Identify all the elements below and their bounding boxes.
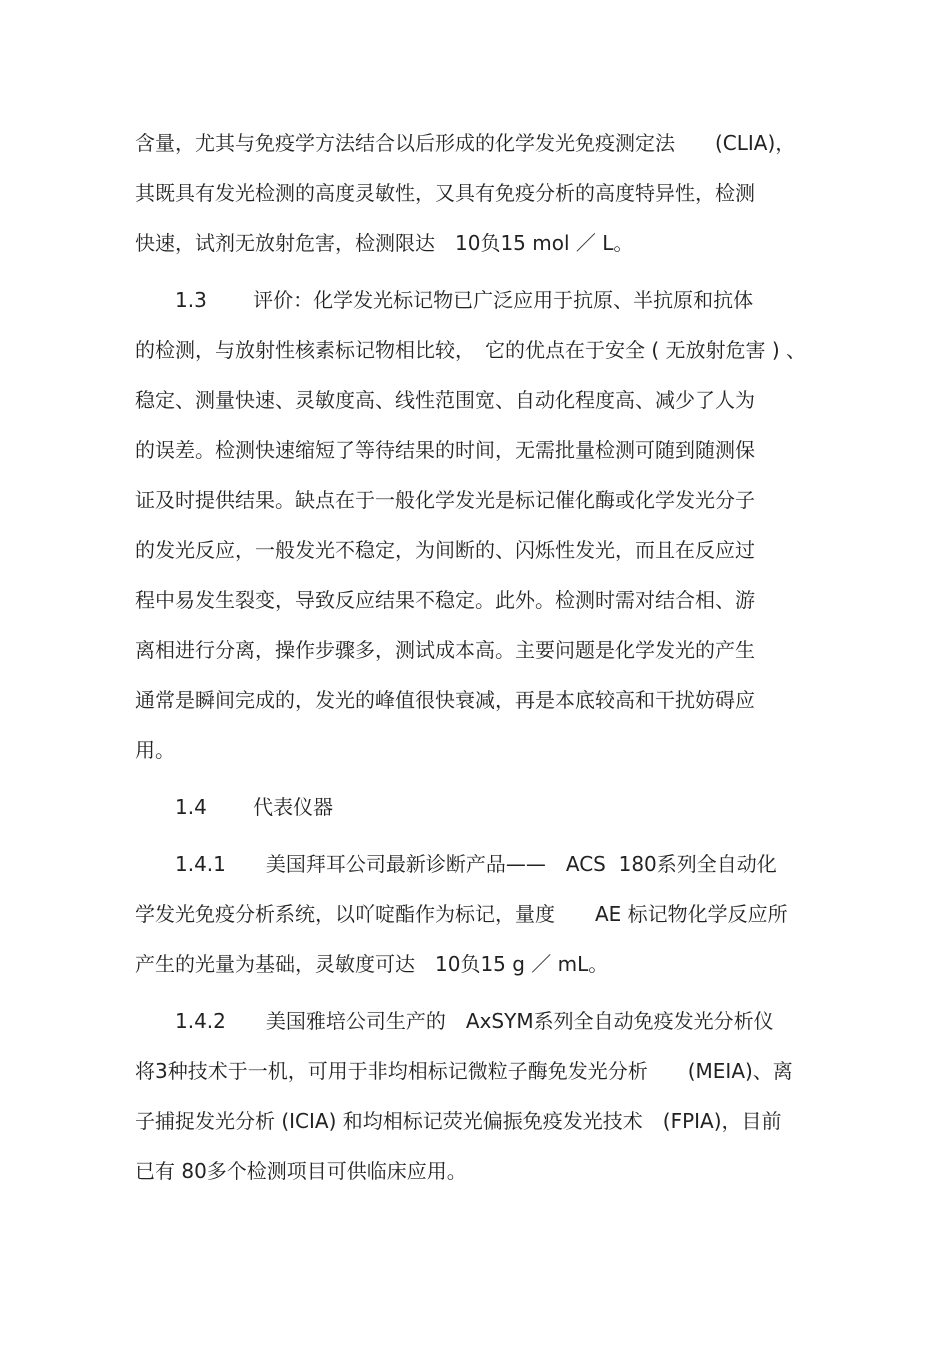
text-line: 已有 80多个检测项目可供临床应用。 <box>135 1159 467 1183</box>
text-line: 程中易发生裂变，导致反应结果不稳定。此外。检测时需对结合相、游 <box>135 588 755 612</box>
text-line: 用。 <box>135 738 175 762</box>
section-heading-line: 1.4.2 美国雅培公司生产的 AxSYM系列全自动免疫发光分析仪 <box>175 1009 774 1033</box>
text-line: 产生的光量为基础，灵敏度可达 10负15 g ／ mL。 <box>135 952 609 976</box>
text-line: 证及时提供结果。缺点在于一般化学发光是标记催化酶或化学发光分子 <box>135 488 755 512</box>
section-heading-line: 1.3 评价：化学发光标记物已广泛应用于抗原、半抗原和抗体 <box>175 288 754 312</box>
section-heading-line: 1.4.1 美国拜耳公司最新诊断产品—— ACS 180系列全自动化 <box>175 852 777 876</box>
text-line: 的发光反应，一般发光不稳定，为间断的、闪烁性发光，而且在反应过 <box>135 538 755 562</box>
text-line: 其既具有发光检测的高度灵敏性，又具有免疫分析的高度特异性，检测 <box>135 181 755 205</box>
text-line: 稳定、测量快速、灵敏度高、线性范围宽、自动化程度高、减少了人为 <box>135 388 755 412</box>
text-line: 通常是瞬间完成的，发光的峰值很快衰减，再是本底较高和干扰妨碍应 <box>135 688 755 712</box>
text-line: 离相进行分离，操作步骤多，测试成本高。主要问题是化学发光的产生 <box>135 638 755 662</box>
text-line: 快速，试剂无放射危害，检测限达 10负15 mol ／ L。 <box>135 231 634 255</box>
text-line: 的误差。检测快速缩短了等待结果的时间，无需批量检测可随到随测保 <box>135 438 755 462</box>
text-line: 含量，尤其与免疫学方法结合以后形成的化学发光免疫测定法 (CLIA)， <box>135 131 796 155</box>
text-line: 子捕捉发光分析 (ICIA) 和均相标记荧光偏振免疫发光技术 (FPIA)，目前 <box>135 1109 782 1133</box>
text-line: 学发光免疫分析系统，以吖啶酯作为标记，量度 AE 标记物化学反应所 <box>135 902 788 926</box>
section-heading: 1.4 代表仪器 <box>175 795 334 819</box>
text-line: 的检测，与放射性核素标记物相比较， 它的优点在于安全 ( 无放射危害 ) 、 <box>135 338 807 362</box>
text-line: 将3种技术于一机，可用于非均相标记微粒子酶免发光分析 (MEIA)、离 <box>135 1059 793 1083</box>
